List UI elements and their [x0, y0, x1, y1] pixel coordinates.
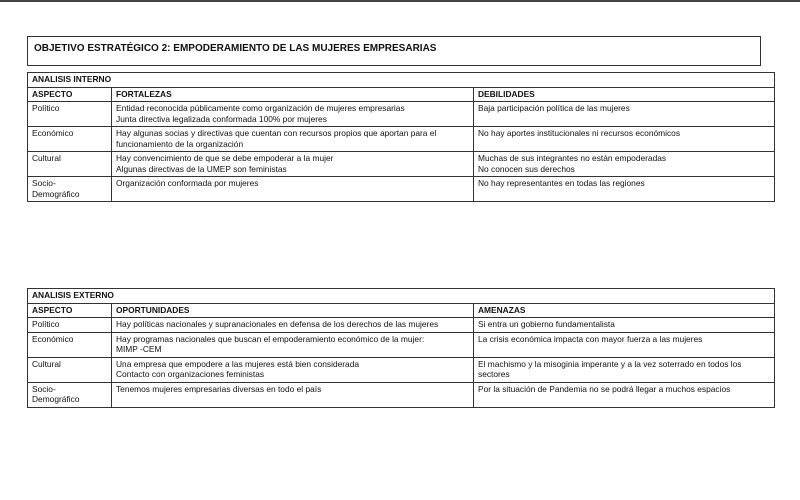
cell-text-line: Socio- — [32, 178, 56, 188]
cell-text-line: Tenemos mujeres empresarias diversas en todo el país — [116, 383, 322, 394]
left-value-cell — [112, 152, 474, 177]
aspect-cell — [28, 332, 112, 357]
cell-text-line: Entidad reconocida públicamente como organización de mujeres empresarias — [116, 103, 405, 113]
right-value-cell — [474, 152, 775, 177]
cell-text-line: MIMP -CEM — [116, 344, 162, 354]
cell-text-line: Político — [32, 319, 60, 329]
table-row — [28, 318, 775, 333]
cell-text-line: Baja participación política de las mujeres — [478, 103, 630, 113]
cell-text-line: Económico — [32, 128, 74, 138]
cell-text-line: Hay políticas nacionales y supranacionales en defensa de los derechos de las mujeres — [116, 319, 439, 329]
aspect-cell — [28, 177, 112, 202]
cell-text-line: No conocen sus derechos — [478, 163, 575, 174]
left-value-cell — [112, 382, 474, 407]
left-value-cell — [112, 332, 474, 357]
cell-text-line: El machismo y la misoginia imperante y a la vez soterrado en todos los — [478, 358, 742, 369]
table-row — [28, 177, 775, 202]
aspect-cell — [28, 382, 112, 407]
strengths-header: FORTALEZAS — [112, 87, 474, 102]
right-value-cell — [474, 318, 775, 333]
aspect-header: ASPECTO — [28, 303, 112, 318]
cell-text-line: Económico — [32, 333, 74, 344]
cell-text-line: Si entra un gobierno fundamentalista — [478, 319, 615, 329]
cell-text-line: Organización conformada por mujeres — [116, 178, 259, 188]
weaknesses-header: DEBILIDADES — [474, 87, 775, 102]
aspect-cell — [28, 102, 112, 127]
objective-title-box — [27, 36, 761, 66]
cell-text-line: Por la situación de Pandemia no se podrá llegar a muchos espacios — [478, 383, 731, 394]
page-top-border — [0, 0, 800, 2]
cell-text-line: La crisis económica impacta con mayor fuerza a las mujeres — [478, 333, 703, 344]
aspect-cell — [28, 318, 112, 333]
left-value-cell — [112, 357, 474, 382]
internal-analysis-table — [27, 72, 775, 202]
cell-text-line: Algunas directivas de la UMEP son feministas — [116, 163, 287, 174]
right-value-cell — [474, 357, 775, 382]
aspect-cell — [28, 127, 112, 152]
aspect-header: ASPECTO — [28, 87, 112, 102]
cell-text-line: Hay algunas socias y directivas que cuentan con recursos propios que aportan para el — [116, 128, 437, 138]
table-header-row — [28, 303, 775, 318]
cell-text-line: Contacto con organizaciones feministas — [116, 369, 265, 379]
cell-text-line: No hay aportes institucionales ni recursos económicos — [478, 128, 681, 138]
left-value-cell — [112, 177, 474, 202]
left-value-cell — [112, 318, 474, 333]
aspect-cell — [28, 357, 112, 382]
cell-text-line: Demográfico — [32, 394, 80, 404]
left-value-cell — [112, 127, 474, 152]
cell-text-line: Hay programas nacionales que buscan el empoderamiento económico de la mujer: — [116, 333, 425, 344]
cell-text-line: Socio- — [32, 383, 56, 394]
internal-analysis-title: ANALISIS INTERNO — [28, 73, 775, 88]
table-header-row — [28, 87, 775, 102]
external-analysis-title: ANALISIS EXTERNO — [28, 289, 775, 304]
cell-text-line: funcionamiento de la organización — [116, 138, 244, 149]
right-value-cell — [474, 332, 775, 357]
cell-text-line: sectores — [478, 369, 510, 379]
cell-text-line: Hay convencimiento de que se debe empoderar a la mujer — [116, 153, 334, 163]
cell-text-line: Cultural — [32, 358, 61, 369]
table-row — [28, 382, 775, 407]
cell-text-line: Junta directiva legalizada conformada 100% por mujeres — [116, 113, 327, 124]
right-value-cell — [474, 102, 775, 127]
cell-text-line: Demográfico — [32, 188, 80, 199]
cell-text-line: Político — [32, 103, 60, 113]
right-value-cell — [474, 127, 775, 152]
opportunities-header: OPORTUNIDADES — [112, 303, 474, 318]
right-value-cell — [474, 382, 775, 407]
objective-title: OBJETIVO ESTRATÉGICO 2: EMPODERAMIENTO DE LAS MUJERES EMPRESARIAS — [34, 43, 437, 54]
cell-text-line: Una empresa que empodere a las mujeres está bien considerada — [116, 358, 360, 369]
cell-text-line: Muchas de sus integrantes no están empoderadas — [478, 153, 667, 163]
right-value-cell — [474, 177, 775, 202]
table-row — [28, 152, 775, 177]
threats-header: AMENAZAS — [474, 303, 775, 318]
external-analysis-table — [27, 288, 775, 408]
cell-text-line: No hay representantes en todas las regiones — [478, 178, 645, 188]
table-row — [28, 357, 775, 382]
aspect-cell — [28, 152, 112, 177]
table-row — [28, 332, 775, 357]
left-value-cell — [112, 102, 474, 127]
table-row — [28, 127, 775, 152]
table-row — [28, 102, 775, 127]
cell-text-line: Cultural — [32, 153, 61, 163]
